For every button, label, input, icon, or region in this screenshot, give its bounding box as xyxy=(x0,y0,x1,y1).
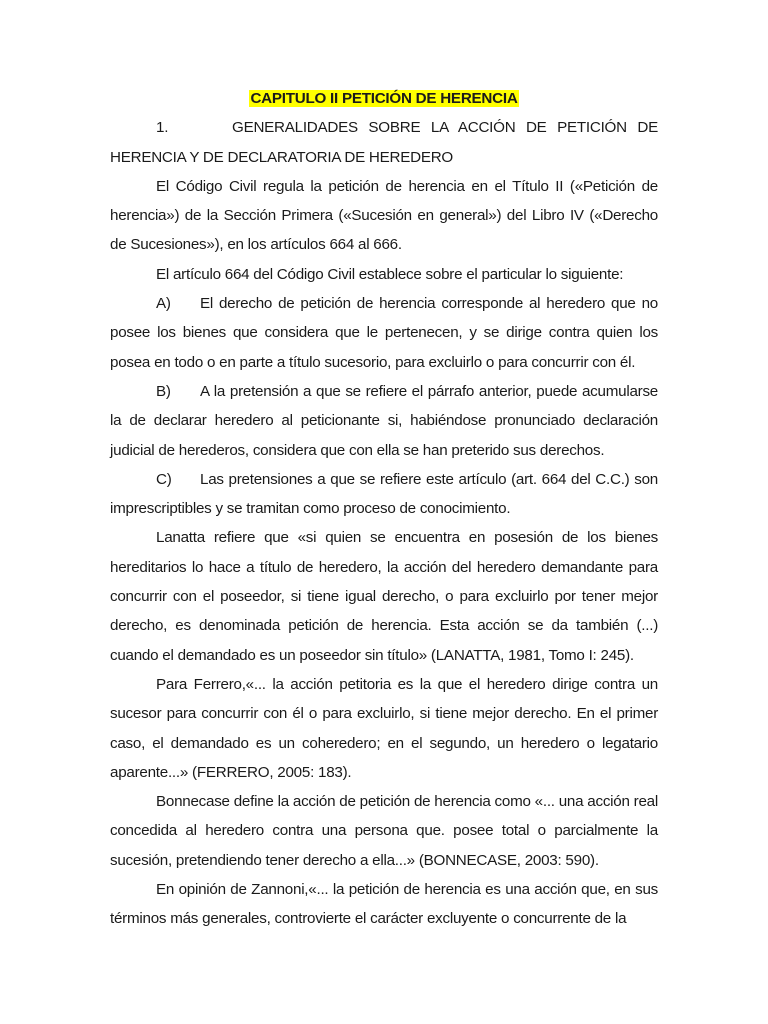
paragraph-bonnecase: Bonnecase define la acción de petición de herencia como «... una acción real concedida al heredero contra una persona que. posee total o parcialmente la sucesión, pretendiendo tener derecho a ella...» (BONNECASE, 2003: 590). xyxy=(110,793,658,869)
list-item-a xyxy=(110,289,658,377)
paragraph-ferrero: Para Ferrero,«... la acción petitoria es la que el heredero dirige contra un sucesor para concurrir con él o para excluirlo, si tiene mejor derecho. En el primer caso, el demandado es un coheredero; en el segundo, un heredero o legatario aparente...» (FERRERO, 2005: 183). xyxy=(110,675,658,781)
list-item-a-text: El derecho de petición de herencia corresponde al heredero que no posee los bienes que considera que le pertenecen, y se dirige contra quien los posea en todo o en parte a título sucesorio, para excluirlo o para concurrir con él. xyxy=(110,295,658,371)
list-item-b xyxy=(110,377,658,465)
chapter-title-row xyxy=(110,84,658,113)
list-item-a-letter: A) xyxy=(156,295,171,313)
paragraph-codigo-civil: El Código Civil regula la petición de herencia en el Título II («Petición de herencia») de la Sección Primera («Sucesión en general») del Libro IV («Derecho de Sucesiones»), en los artículos 664 al 666. xyxy=(110,177,658,254)
paragraph-articulo-664: El artículo 664 del Código Civil establece sobre el particular lo siguiente: xyxy=(156,265,624,283)
list-item-c-text: Las pretensiones a que se refiere este artículo (art. 664 del C.C.) son imprescriptibles y se tramitan como proceso de conocimiento. xyxy=(110,470,658,518)
page-body xyxy=(110,84,658,934)
section-title: GENERALIDADES SOBRE LA ACCIÓN DE PETICIÓN DE HERENCIA Y DE DECLARATORIA DE HEREDERO xyxy=(110,119,658,166)
list-item-c xyxy=(110,465,658,524)
list-item-b-letter: B) xyxy=(156,382,171,400)
section-number: 1. xyxy=(156,119,169,137)
list-item-b-text: A la pretensión a que se refiere el párrafo anterior, puede acumularse la de declarar heredero al peticionante si, habiéndose pronunciado declaración judicial de herederos, considera que con ella se han preterido sus derechos. xyxy=(110,382,658,459)
paragraph-lanatta: Lanatta refiere que «si quien se encuentra en posesión de los bienes hereditarios lo hace a título de heredero, la acción del heredero demandante para concurrir con el poseedor, si tiene igual derecho, o para excluirlo por tener mejor derecho, es denominada petición de herencia. Esta acción se da también (...) cuando el demandado es un poseedor sin título» (LANATTA, 1981, Tomo I: 245). xyxy=(110,529,658,664)
section-heading xyxy=(110,113,658,172)
paragraph-zannoni: En opinión de Zannoni,«... la petición de herencia es una acción que, en sus términos más generales, controvierte el carácter excluyente o concurrente de la xyxy=(110,881,658,928)
list-item-c-letter: C) xyxy=(156,470,172,488)
chapter-title: CAPITULO II PETICIÓN DE HERENCIA xyxy=(250,90,518,107)
